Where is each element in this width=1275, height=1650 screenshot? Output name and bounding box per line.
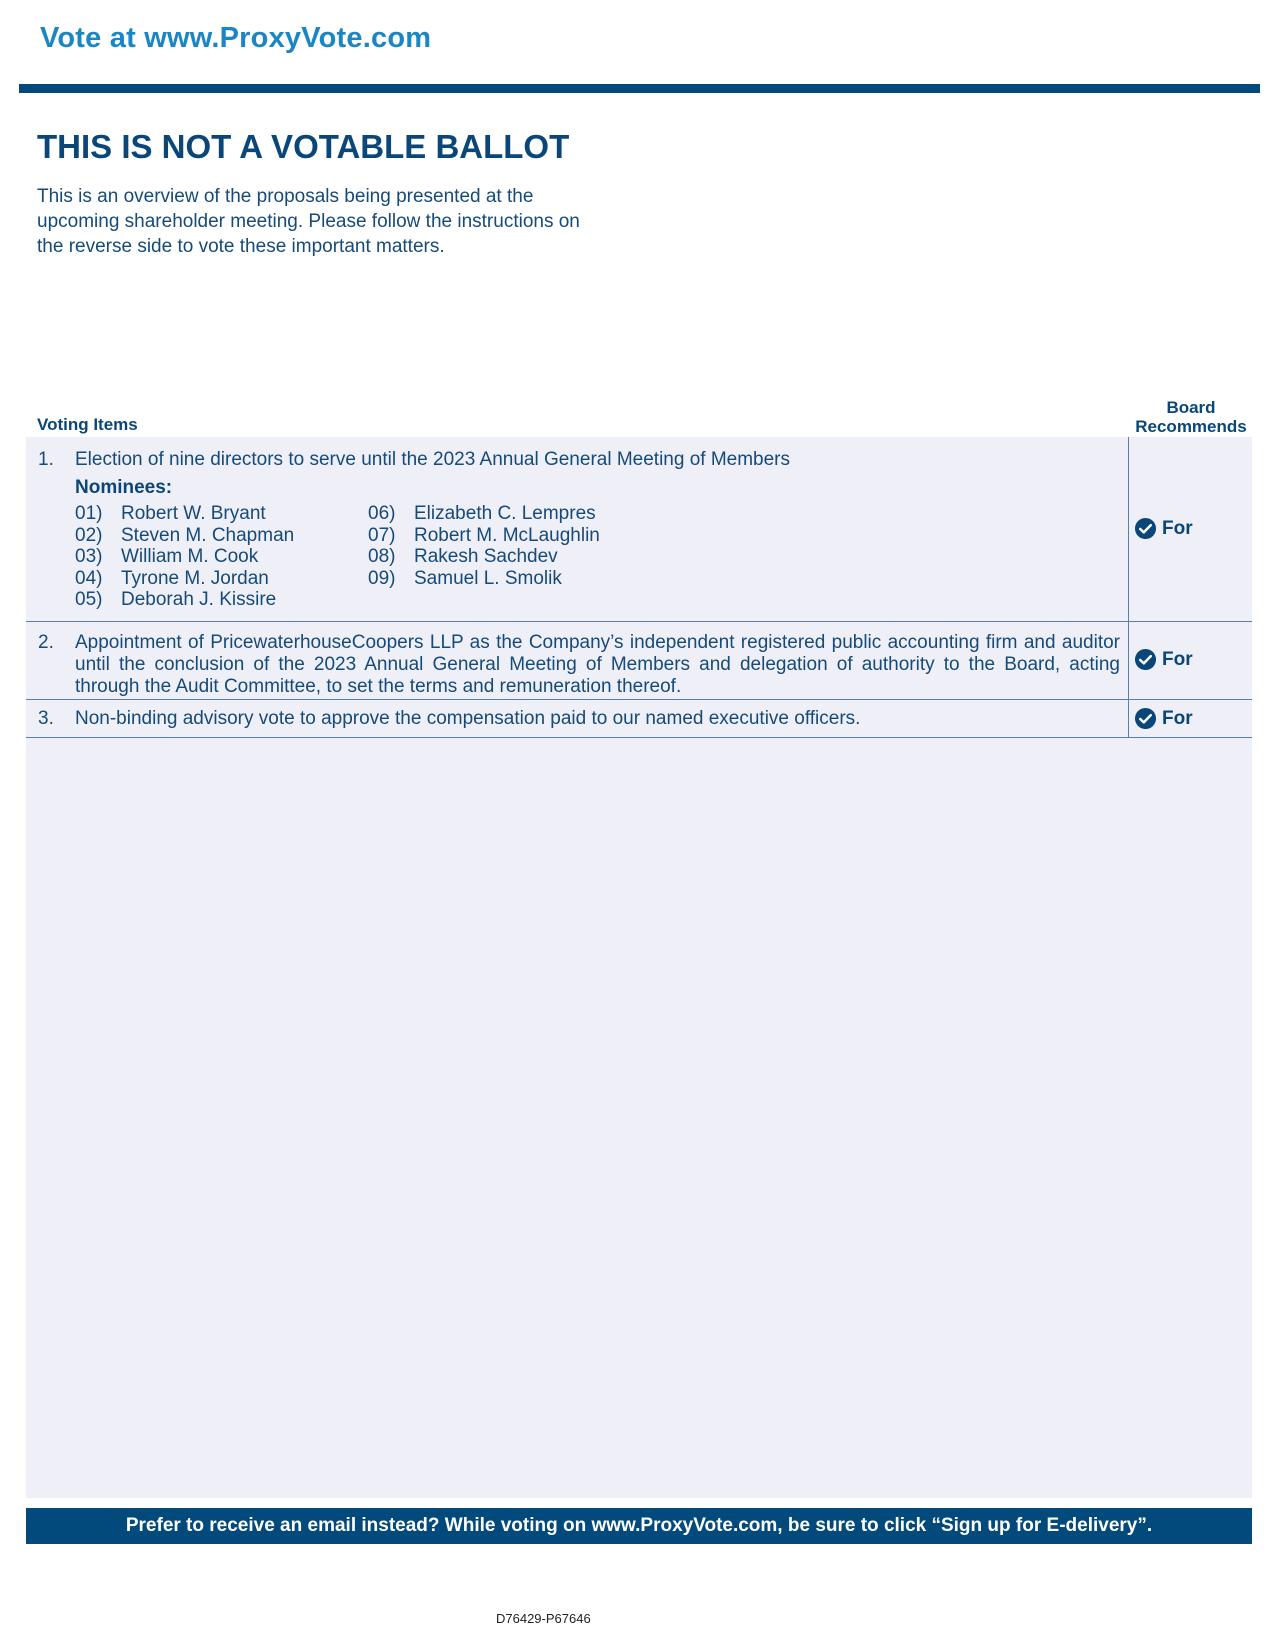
nominee [75, 568, 294, 590]
item-description: Election of nine directors to serve until the 2023 Annual General Meeting of Members [75, 449, 791, 470]
nominee [368, 503, 600, 525]
intro-line: upcoming shareholder meeting. Please follow the instructions on [37, 211, 580, 232]
nominee-number: 04) [75, 567, 103, 589]
recommendation-label: For [1162, 648, 1193, 670]
nominee [368, 568, 600, 590]
nominee [75, 525, 294, 547]
nominees-label: Nominees: [75, 477, 173, 498]
nominee [75, 546, 294, 568]
check-circle-icon [1134, 707, 1157, 730]
item-description: Non-binding advisory vote to approve the compensation paid to our named executive officers. [75, 708, 861, 729]
board-header-line: Recommends [1135, 417, 1247, 436]
voting-items-header: Voting Items [37, 415, 138, 434]
board-recommendation [1134, 517, 1193, 540]
nominee-number: 01) [75, 503, 103, 524]
ballot-panel [26, 437, 1252, 1498]
nominee-name: Robert W. Bryant [121, 503, 266, 524]
intro-text [37, 184, 647, 259]
item-number: 1. [38, 449, 54, 470]
nominee-name: Deborah J. Kissire [121, 589, 277, 610]
proxyvote-link[interactable]: Vote at www.ProxyVote.com [40, 22, 432, 54]
e-delivery-banner: Prefer to receive an email instead? While voting on www.ProxyVote.com, be sure to click “Sign up for E-delivery”. [26, 1508, 1252, 1544]
nominees-column-left [75, 503, 294, 611]
voting-item-1 [26, 437, 1252, 622]
nominee [368, 546, 600, 568]
check-circle-icon [1134, 517, 1157, 540]
nominee-number: 09) [368, 567, 396, 589]
check-circle-icon [1134, 648, 1157, 671]
nominee-name: Samuel L. Smolik [414, 567, 562, 589]
recommendation-label: For [1162, 517, 1193, 539]
recommendation-label: For [1162, 707, 1193, 729]
voting-item-3 [26, 700, 1252, 738]
nominee-name: Steven M. Chapman [121, 524, 295, 546]
page-title: THIS IS NOT A VOTABLE BALLOT [37, 128, 570, 165]
nominee-number: 05) [75, 589, 103, 610]
board-recommendation [1134, 707, 1193, 730]
nominee-name: Tyrone M. Jordan [121, 567, 269, 589]
nominee-name: Elizabeth C. Lempres [414, 503, 596, 524]
nominee-name: Robert M. McLaughlin [414, 524, 600, 546]
nominee-number: 06) [368, 503, 396, 524]
nominee [368, 525, 600, 547]
nominee-number: 02) [75, 524, 103, 546]
document-code: D76429-P67646 [496, 1611, 591, 1626]
board-recommends-header [1126, 398, 1256, 436]
board-recommendation [1134, 648, 1193, 671]
board-header-line: Board [1166, 398, 1216, 417]
header-rule [19, 84, 1260, 93]
nominee-name: Rakesh Sachdev [414, 546, 558, 567]
nominee-number: 08) [368, 546, 396, 567]
nominee [75, 589, 294, 611]
nominees-column-right [368, 503, 600, 589]
nominee-number: 03) [75, 546, 103, 567]
nominee [75, 503, 294, 525]
intro-line: the reverse side to vote these important matters. [37, 236, 445, 257]
item-number: 2. [38, 632, 54, 653]
intro-line: This is an overview of the proposals being presented at the [37, 186, 534, 207]
nominee-name: William M. Cook [121, 546, 259, 567]
voting-item-2 [26, 622, 1252, 700]
recommendation-column-divider [1128, 437, 1129, 738]
nominee-number: 07) [368, 524, 396, 546]
item-description: Appointment of PricewaterhouseCoopers LLP as the Company’s independent registered public accounting firm and auditor until the conclusion of the 2023 Annual General Meeting of Members and delegation of authority to the Board, acting through the Audit Committee, to set the terms and remuneration thereof. [75, 632, 1120, 697]
item-number: 3. [38, 708, 54, 729]
